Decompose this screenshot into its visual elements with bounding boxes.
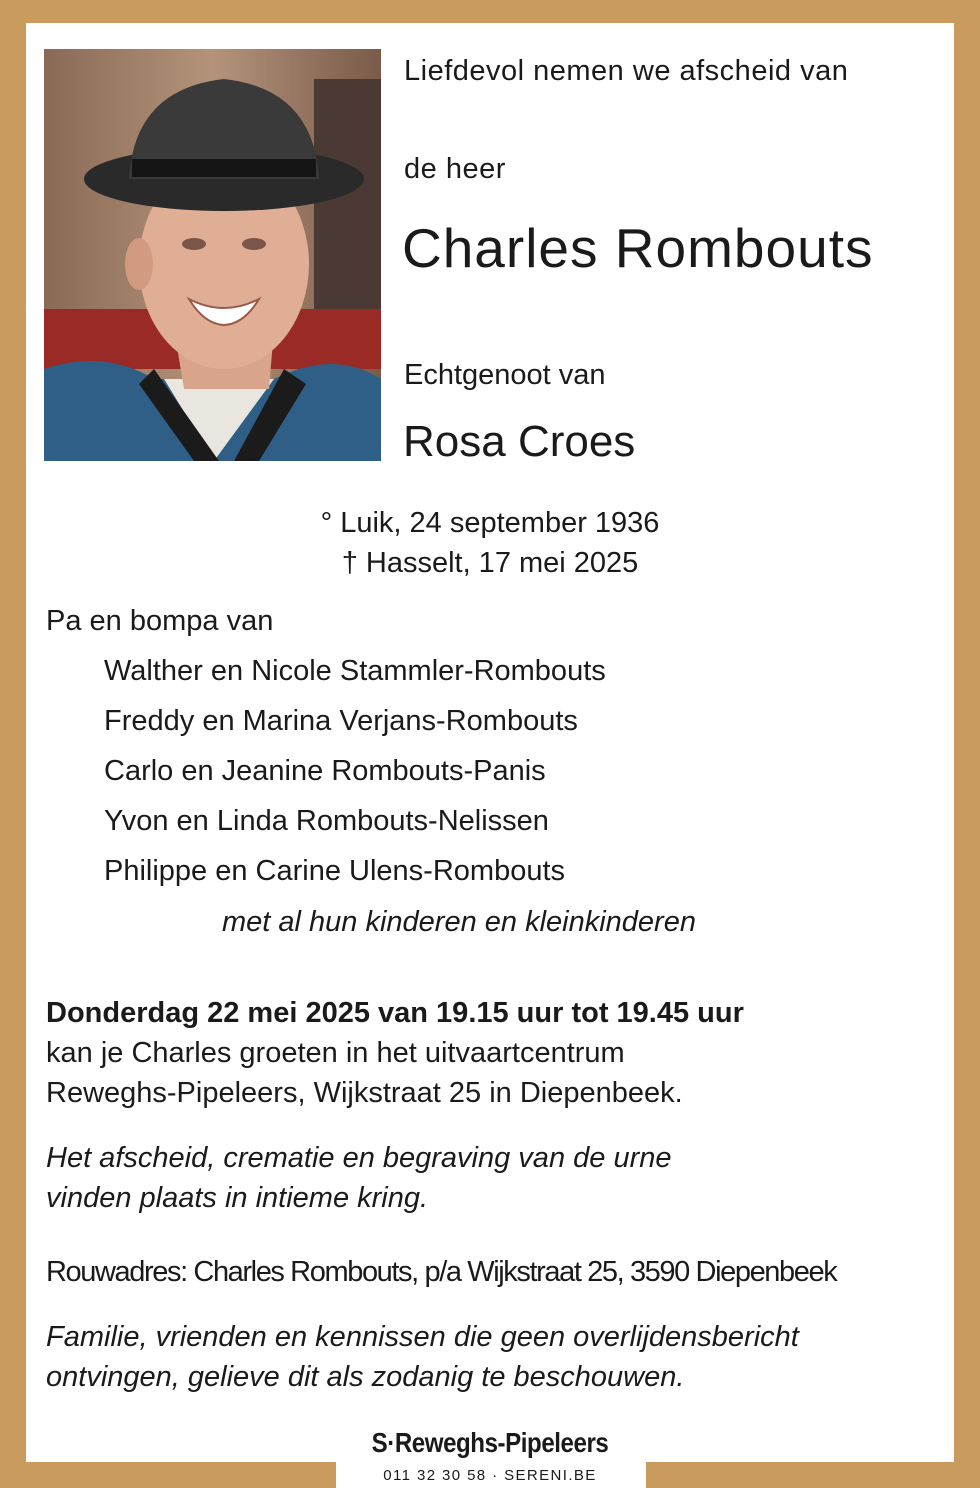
funeral-home-logo: S·Reweghs-Pipeleers — [371, 1427, 609, 1458]
funeral-home-contact: 011 32 30 58 · SERENI.BE — [383, 1467, 597, 1484]
honorific-text: de heer — [404, 153, 506, 185]
intro-text: Liefdevol nemen we afscheid van — [404, 55, 849, 87]
birth-date: ° Luik, 24 september 1936 — [320, 507, 660, 539]
notice-line-1: Familie, vrienden en kennissen die geen overlijdensbericht — [46, 1321, 799, 1353]
child-entry: Carlo en Jeanine Rombouts-Panis — [104, 755, 546, 787]
visitation-line-2: Reweghs-Pipeleers, Wijkstraat 25 in Diepenbeek. — [46, 1077, 683, 1109]
family-label: Pa en bompa van — [46, 605, 274, 637]
visitation-line-1: kan je Charles groeten in het uitvaartcentrum — [46, 1037, 625, 1069]
notice-line-2: ontvingen, gelieve dit als zodanig te beschouwen. — [46, 1361, 685, 1393]
child-entry: Yvon en Linda Rombouts-Nelissen — [104, 805, 549, 837]
child-entry: Philippe en Carine Ulens-Rombouts — [104, 855, 566, 887]
portrait-illustration — [44, 49, 381, 461]
visitation-headline: Donderdag 22 mei 2025 van 19.15 uur tot 19.45 uur — [46, 997, 744, 1029]
portrait-photo — [44, 49, 381, 461]
ceremony-line-2: vinden plaats in intieme kring. — [46, 1182, 429, 1214]
spouse-name: Rosa Croes — [403, 417, 636, 466]
ceremony-line-1: Het afscheid, crematie en begraving van de urne — [46, 1142, 672, 1174]
child-entry: Freddy en Marina Verjans-Rombouts — [104, 705, 578, 737]
grandchildren-line: met al hun kinderen en kleinkinderen — [222, 906, 696, 938]
child-entry: Walther en Nicole Stammler-Rombouts — [104, 655, 606, 687]
spouse-label: Echtgenoot van — [404, 359, 606, 391]
condolence-address: Rouwadres: Charles Rombouts, p/a Wijkstraat 25, 3590 Diepenbeek — [46, 1256, 837, 1288]
deceased-name: Charles Rombouts — [402, 217, 874, 279]
death-date: † Hasselt, 17 mei 2025 — [341, 547, 639, 579]
